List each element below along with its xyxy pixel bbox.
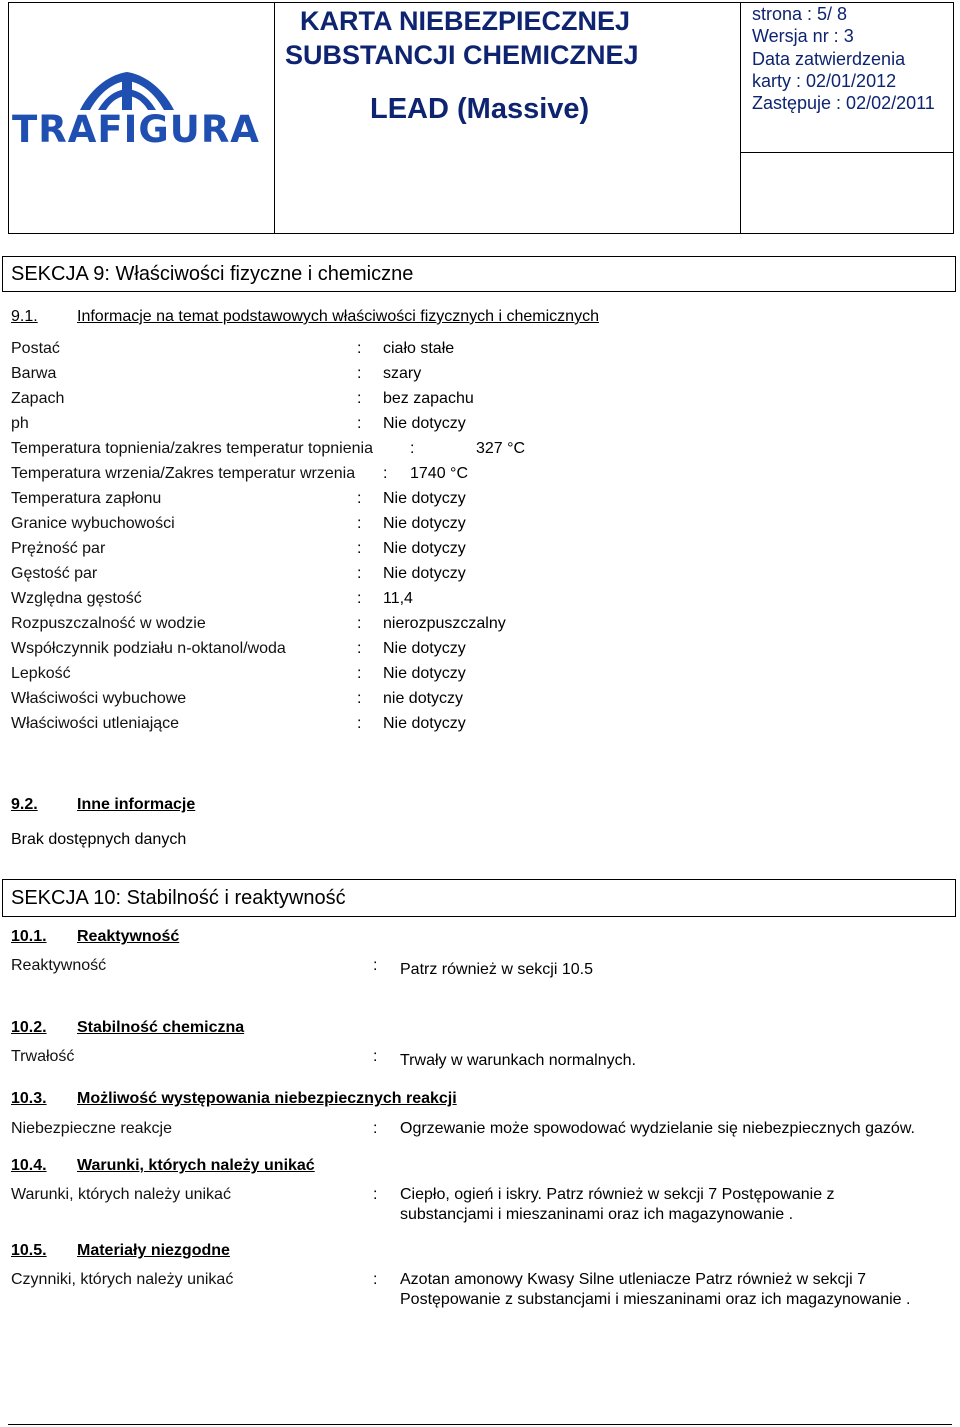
subsection-10-3-heading <box>11 1090 457 1108</box>
property-label: Lepkość <box>11 665 71 682</box>
property-label: Warunki, których należy unikać <box>11 1186 231 1203</box>
subsection-number: 10.4. <box>11 1157 47 1174</box>
property-colon: : <box>410 440 415 457</box>
subsection-title: Warunki, których należy unikać <box>77 1157 315 1174</box>
subsection-title: Stabilność chemiczna <box>77 1019 245 1036</box>
subsection-number: 9.1. <box>11 308 38 325</box>
subsection-9-2-heading <box>11 796 195 814</box>
subsection-title: Informacje na temat podstawowych właściwości fizycznych i chemicznych <box>77 308 599 325</box>
header-empty-cell <box>740 152 954 234</box>
property-value: Patrz również w sekcji 10.5 <box>400 961 593 978</box>
approval-label: Data zatwierdzenia <box>752 49 906 69</box>
subsection-number: 10.3. <box>11 1090 47 1107</box>
property-label: Właściwości utleniające <box>11 715 180 732</box>
property-value: Nie dotyczy <box>383 490 466 507</box>
subsection-number: 10.2. <box>11 1019 47 1036</box>
property-value: Nie dotyczy <box>383 415 466 432</box>
property-label: Rozpuszczalność w wodzie <box>11 615 206 632</box>
other-info-text: Brak dostępnych danych <box>11 831 187 848</box>
property-label: Temperatura zapłonu <box>11 490 162 507</box>
property-colon: : <box>357 490 362 507</box>
subsection-9-1-heading <box>11 308 599 326</box>
property-value: 1740 °C <box>410 465 468 482</box>
property-value: 327 °C <box>476 440 526 457</box>
footer-divider <box>8 1424 952 1425</box>
property-colon: : <box>357 515 362 532</box>
property-colon: : <box>357 665 362 682</box>
subsection-10-2-heading <box>11 1019 244 1037</box>
property-colon: : <box>373 957 378 974</box>
property-label: Postać <box>11 340 60 357</box>
property-value: Nie dotyczy <box>383 640 466 657</box>
property-label: Czynniki, których należy unikać <box>11 1271 234 1288</box>
property-value-line1: Azotan amonowy Kwasy Silne utleniacze Patrz również w sekcji 7 <box>400 1271 866 1288</box>
property-value-line2: substancjami i mieszaninami oraz ich magazynowanie . <box>400 1206 794 1223</box>
property-value: Nie dotyczy <box>383 565 466 582</box>
property-value-line2: Postępowanie z substancjami i mieszaninami oraz ich magazynowanie . <box>400 1291 911 1308</box>
property-colon: : <box>373 1186 378 1203</box>
property-colon: : <box>357 715 362 732</box>
product-name: LEAD (Massive) <box>370 93 590 125</box>
property-value: bez zapachu <box>383 390 474 407</box>
property-colon: : <box>357 540 362 557</box>
property-label: ph <box>11 415 29 432</box>
property-label: Właściwości wybuchowe <box>11 690 187 707</box>
property-colon: : <box>357 565 362 582</box>
property-label: Gęstość par <box>11 565 98 582</box>
logo-emblem-icon <box>72 66 182 114</box>
subsection-10-4-heading <box>11 1157 315 1175</box>
property-colon: : <box>373 1271 378 1288</box>
subsection-title: Inne informacje <box>77 796 196 813</box>
property-value: Nie dotyczy <box>383 665 466 682</box>
property-colon: : <box>357 615 362 632</box>
subsection-10-1-heading <box>11 928 179 946</box>
document-title-line1: KARTA NIEBEZPIECZNEJ <box>300 6 631 36</box>
property-colon: : <box>373 1048 378 1065</box>
property-value: Trwały w warunkach normalnych. <box>400 1052 636 1069</box>
property-value: Nie dotyczy <box>383 715 466 732</box>
replaces-date: Zastępuje : 02/02/2011 <box>752 93 935 113</box>
subsection-number: 10.5. <box>11 1242 47 1259</box>
property-label: Zapach <box>11 390 65 407</box>
property-colon: : <box>357 415 362 432</box>
property-label: Reaktywność <box>11 957 107 974</box>
property-value: 11,4 <box>383 590 413 607</box>
page-number: strona : 5/ 8 <box>752 4 848 24</box>
property-label: Temperatura topnienia/zakres temperatur topnienia <box>11 440 373 457</box>
property-colon: : <box>373 1120 378 1137</box>
property-colon: : <box>357 590 362 607</box>
version-number: Wersja nr : 3 <box>752 26 854 46</box>
subsection-title: Reaktywność <box>77 928 180 945</box>
property-colon: : <box>357 365 362 382</box>
section-10-title: SEKCJA 10: Stabilność i reaktywność <box>2 879 956 917</box>
property-value: Nie dotyczy <box>383 540 466 557</box>
property-label: Niebezpieczne reakcje <box>11 1120 172 1137</box>
property-value: szary <box>383 365 422 382</box>
property-label: Trwałość <box>11 1048 75 1065</box>
subsection-title: Materiały niezgodne <box>77 1242 230 1259</box>
property-label: Temperatura wrzenia/Zakres temperatur wrzenia <box>11 465 356 482</box>
property-value: Nie dotyczy <box>383 515 466 532</box>
property-value: nierozpuszczalny <box>383 615 506 632</box>
property-label: Współczynnik podziału n-oktanol/woda <box>11 640 286 657</box>
section-9-title: SEKCJA 9: Właściwości fizyczne i chemiczne <box>2 256 956 292</box>
property-colon: : <box>357 390 362 407</box>
property-value-line1: Ciepło, ogień i iskry. Patrz również w sekcji 7 Postępowanie z <box>400 1186 835 1203</box>
subsection-number: 9.2. <box>11 796 38 813</box>
property-value: ciało stałe <box>383 340 455 357</box>
property-label: Względna gęstość <box>11 590 142 607</box>
property-colon: : <box>357 340 362 357</box>
property-label: Prężność par <box>11 540 106 557</box>
subsection-10-5-heading <box>11 1242 230 1260</box>
property-label: Granice wybuchowości <box>11 515 175 532</box>
property-value: Ogrzewanie może spowodować wydzielanie się niebezpiecznych gazów. <box>400 1120 915 1137</box>
property-value: nie dotyczy <box>383 690 464 707</box>
logo-text: TRAFIGURA <box>12 108 260 151</box>
approval-date: karty : 02/01/2012 <box>752 71 897 91</box>
property-colon: : <box>357 690 362 707</box>
property-label: Barwa <box>11 365 57 382</box>
document-title-line2: SUBSTANCJI CHEMICZNEJ <box>285 40 639 70</box>
subsection-title: Możliwość występowania niebezpiecznych reakcji <box>77 1090 457 1107</box>
property-colon: : <box>357 640 362 657</box>
subsection-number: 10.1. <box>11 928 47 945</box>
property-colon: : <box>383 465 388 482</box>
